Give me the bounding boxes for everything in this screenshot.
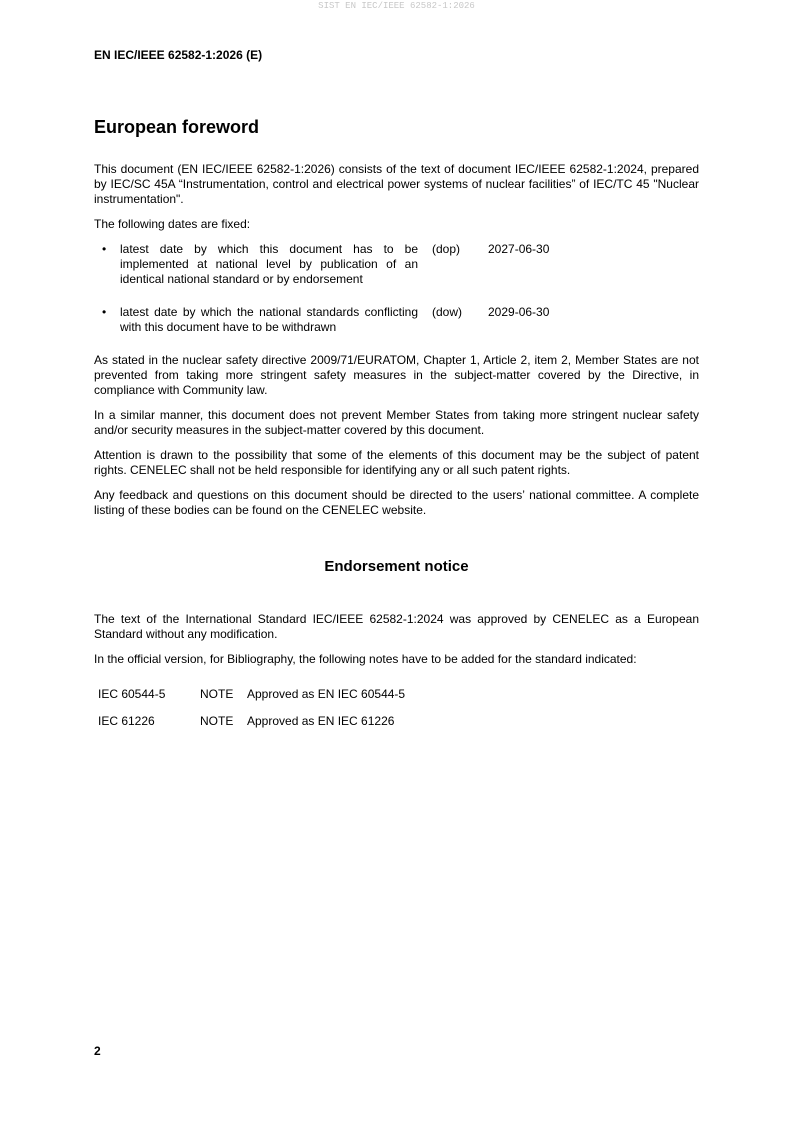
- endorsement-text: The text of the International Standard IEC/IEEE 62582-1:2024 was approved by CENELEC as a European Standard without any modification.: [94, 612, 699, 641]
- date-description: latest date by which the national standards conflicting with this document have to be withdrawn: [120, 305, 418, 334]
- foreword-intro: This document (EN IEC/IEEE 62582-1:2026) consists of the text of document IEC/IEEE 62582-1:2024, prepared by IEC/SC 45A “Instrumentation, control and electrical power systems of nuclear facilities” of IEC/TC 45 "Nuclear instrumentation".: [94, 162, 699, 206]
- endorsement-title: Endorsement notice: [324, 558, 469, 575]
- date-code: (dow): [432, 305, 463, 319]
- bullet-icon: •: [102, 242, 107, 256]
- date-item-dow: [94, 305, 699, 335]
- dates-list: [94, 242, 699, 335]
- date-value: 2027-06-30: [488, 242, 550, 256]
- note-row: [94, 687, 699, 702]
- date-value: 2029-06-30: [488, 305, 550, 319]
- note-reference: IEC 60544-5: [98, 687, 166, 701]
- note-row: [94, 714, 699, 729]
- security-paragraph: In a similar manner, this document does not prevent Member States from taking more stringent nuclear safety and/or security measures in the subject-matter covered by this document.: [94, 408, 699, 437]
- note-reference: IEC 61226: [98, 714, 155, 728]
- note-tag: NOTE: [200, 687, 234, 701]
- page-content: [94, 116, 699, 741]
- watermark: SIST EN IEC/IEEE 62582-1:2026: [318, 1, 475, 11]
- patent-paragraph: Attention is drawn to the possibility that some of the elements of this document may be the subject of patent rights. CENELEC shall not be held responsible for identifying any or all such patent rights.: [94, 448, 699, 477]
- dates-intro: The following dates are fixed:: [94, 217, 251, 231]
- notes-list: [94, 687, 699, 729]
- feedback-paragraph: Any feedback and questions on this document should be directed to the users’ national committee. A complete listing of these bodies can be found on the CENELEC website.: [94, 488, 699, 517]
- note-text: Approved as EN IEC 61226: [247, 714, 395, 728]
- directive-paragraph: As stated in the nuclear safety directive 2009/71/EURATOM, Chapter 1, Article 2, item 2, Member States are not prevented from taking more stringent safety measures in the subject-matter covered by the Directive, in compliance with Community law.: [94, 353, 699, 397]
- note-tag: NOTE: [200, 714, 234, 728]
- bibliography-text: In the official version, for Bibliography, the following notes have to be added for the standard indicated:: [94, 652, 637, 666]
- date-description: latest date by which this document has to be implemented at national level by publication of an identical national standard or by endorsement: [120, 242, 418, 286]
- date-code: (dop): [432, 242, 461, 256]
- bullet-icon: •: [102, 305, 107, 319]
- note-text: Approved as EN IEC 60544-5: [247, 687, 406, 701]
- page-number: 2: [94, 1044, 101, 1058]
- document-header: EN IEC/IEEE 62582-1:2026 (E): [94, 48, 263, 62]
- date-item-dop: [94, 242, 699, 287]
- foreword-title: European foreword: [94, 117, 260, 137]
